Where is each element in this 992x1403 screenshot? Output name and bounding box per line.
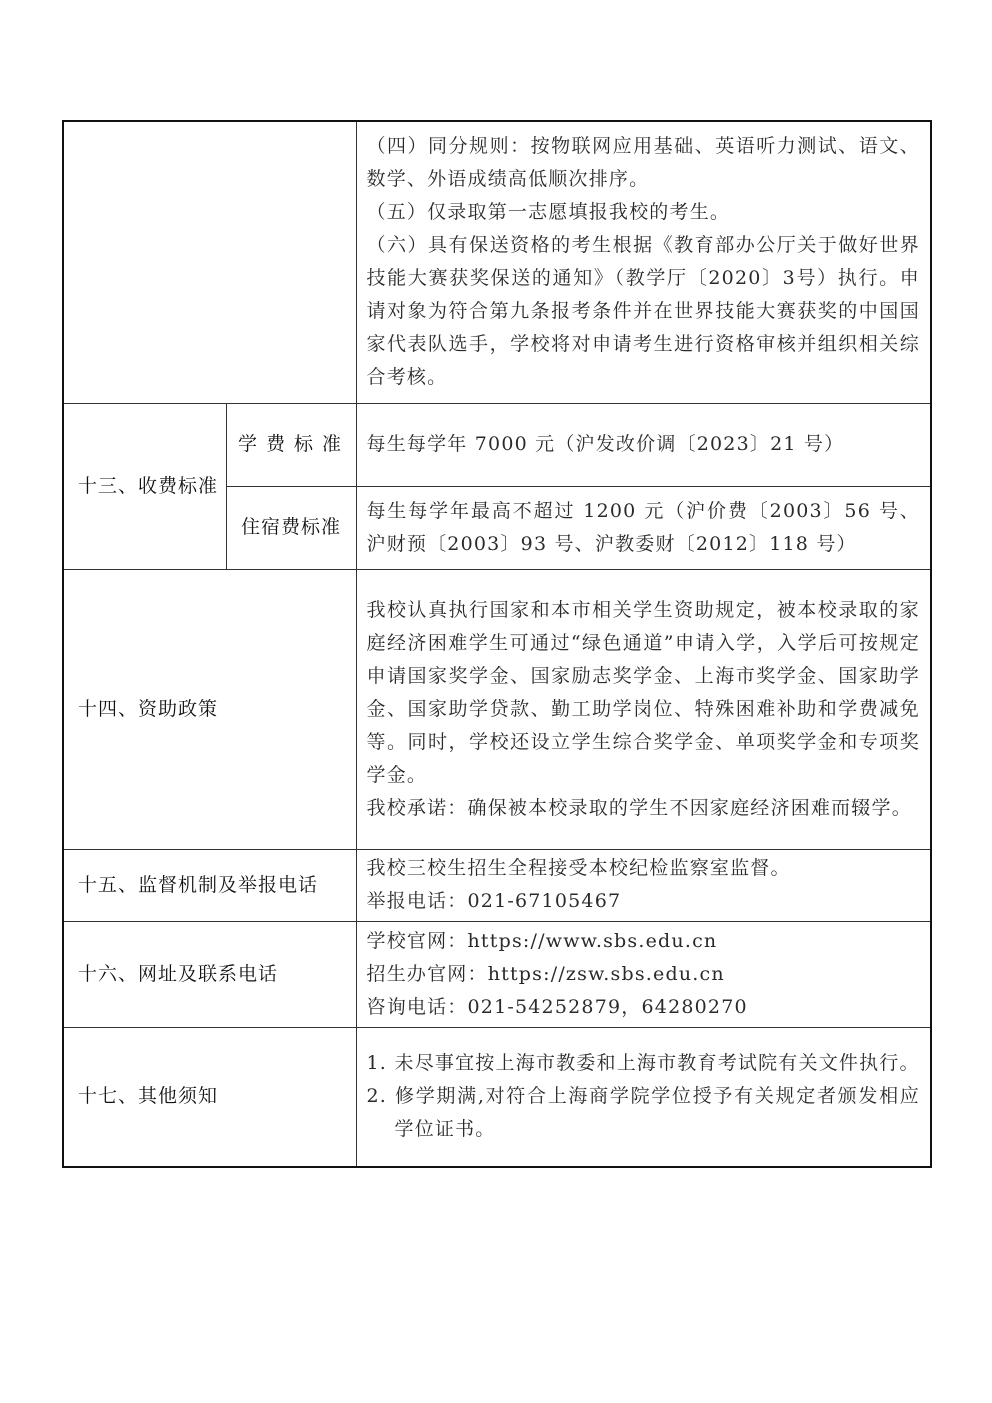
- accommodation-label: 住宿费标准: [226, 486, 356, 569]
- note-text: 未尽事宜按上海市教委和上海市教育考试院有关文件执行。: [394, 1052, 920, 1075]
- supervision-statement: 我校三校生招生全程接受本校纪检监察室监督。: [366, 857, 791, 879]
- other-notes-content: [356, 1027, 931, 1167]
- row-admission-rules-continued: [63, 121, 931, 403]
- row-supervision: [63, 849, 931, 921]
- row-other-notes: [63, 1027, 931, 1167]
- note-number: 2.: [366, 1085, 388, 1108]
- financial-aid-policy: 我校认真执行国家和本市相关学生资助规定，被本校录取的家庭经济困难学生可通过“绿色通道”申请入学，入学后可按规定申请国家奖学金、国家励志奖学金、上海市奖学金、国家助学金、国家助学贷款、勤工助学岗位、特殊困难补助和学费减免等。同时，学校还设立学生综合奖学金、单项奖学金和专项奖学金。: [366, 598, 920, 786]
- rule-recommendation: （六）具有保送资格的考生根据《教育部办公厅关于做好世界技能大赛获奖保送的通知》（教学厅〔2020〕3号）执行。申请对象为符合第九条报考条件并在世界技能大赛获奖的中国国家代表队选手，学校将对申请考生进行资格审核并组织相关综合考核。: [366, 234, 920, 389]
- report-phone: 举报电话：021-67105467: [366, 890, 622, 912]
- admissions-website-link[interactable]: 招生办官网：https://zsw.sbs.edu.cn: [366, 962, 725, 985]
- row-fees-tuition: [63, 403, 931, 486]
- rule-first-choice: （五）仅录取第一志愿填报我校的考生。: [366, 201, 731, 224]
- inquiry-phone: 咨询电话：021-54252879，64280270: [366, 995, 748, 1018]
- school-website-link[interactable]: 学校官网：https://www.sbs.edu.cn: [366, 929, 718, 952]
- row-contact: [63, 921, 931, 1027]
- note-text: 修学期满,对符合上海商学院学位授予有关规定者颁发相应学位证书。: [394, 1085, 920, 1141]
- supervision-label: 十五、监督机制及举报电话: [63, 849, 356, 921]
- row-financial-aid: [63, 569, 931, 849]
- accommodation-value: 每生每学年最高不超过 1200 元（沪价费〔2003〕56 号、沪财预〔2003〕93 号、沪教委财〔2012〕118 号）: [356, 486, 931, 569]
- supervision-content: [356, 849, 931, 921]
- contact-content: [356, 921, 931, 1027]
- note-item-2: [367, 1080, 921, 1146]
- financial-aid-label: 十四、资助政策: [63, 569, 356, 849]
- row-label-empty: [63, 121, 356, 403]
- admission-info-table: [62, 120, 932, 1168]
- contact-label: 十六、网址及联系电话: [63, 921, 356, 1027]
- tuition-value: 每生每学年 7000 元（沪发改价调〔2023〕21 号）: [356, 403, 931, 486]
- rule-same-score: （四）同分规则：按物联网应用基础、英语听力测试、语文、数学、外语成绩高低顺次排序。: [366, 135, 920, 191]
- admission-rules-content: [356, 121, 931, 403]
- note-item-1: [367, 1047, 921, 1080]
- fees-label: 十三、收费标准: [63, 403, 226, 569]
- financial-aid-content: [356, 569, 931, 849]
- financial-aid-promise: 我校承诺：确保被本校录取的学生不因家庭经济困难而辍学。: [366, 796, 912, 819]
- note-number: 1.: [366, 1052, 388, 1075]
- tuition-label: 学费标准: [226, 403, 356, 486]
- other-notes-label: 十七、其他须知: [63, 1027, 356, 1167]
